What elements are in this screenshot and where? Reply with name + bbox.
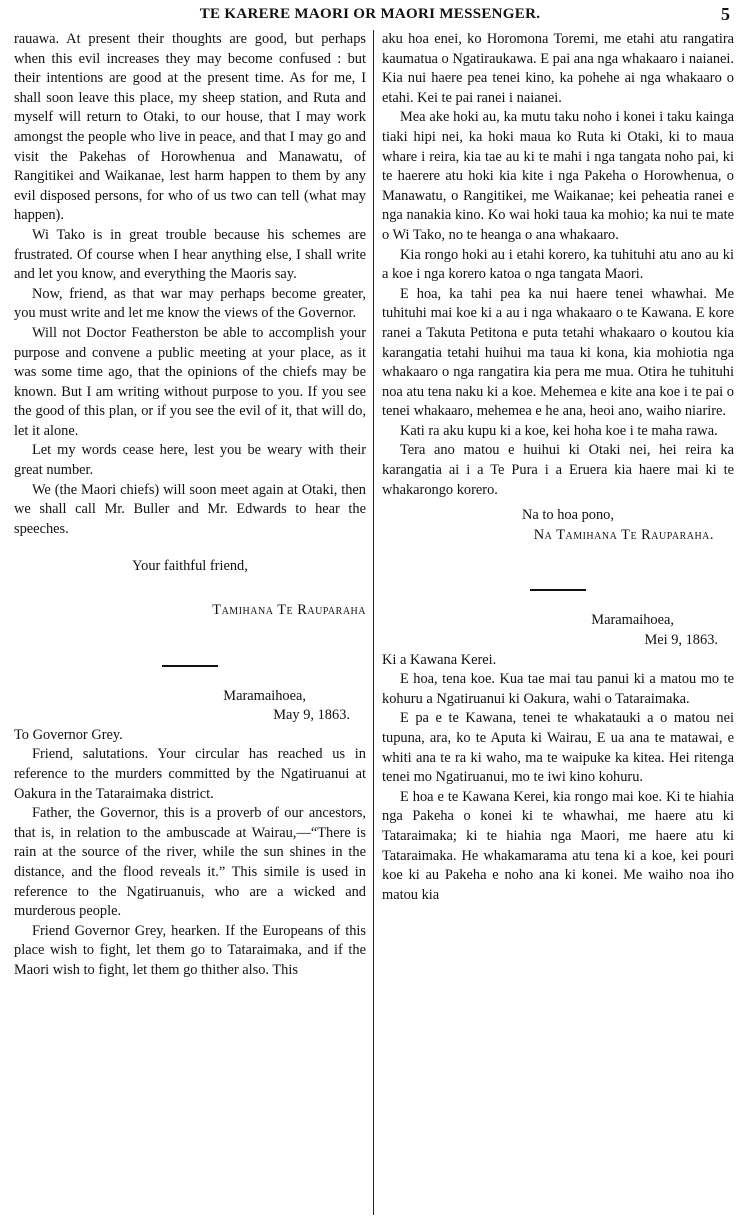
paragraph: Wi Tako is in great trouble because his schemes are frustrated. Of course when I hear anything else, I shall write and let you know, and everything the Maoris say. [14,226,366,283]
page-header [0,4,740,28]
paragraph: Let my words cease here, lest you be weary with their great number. [14,442,366,479]
letter-closing: Your faithful friend, [132,558,248,575]
paragraph: Friend, salutations. Your circular has reached us in reference to the murders committed by the Ngatiruanui at Oakura in the Tataraimaka district. [14,746,366,802]
paragraph: Father, the Governor, this is a proverb of our ancestors, that is, in relation to the ambuscade at Wairau,—“There is rain at the source of the river, while the sun shines in the distance, and the flood reveals it.” This simile is used in reference to the Ngatiruanuis, who are a wicked and murderous people. [14,805,366,920]
paragraph: E hoa e te Kawana Kerei, kia rongo mai koe. Ki te hiahia nga Pakeha o konei ki te whawhai, me haere atu ki Tataraimaka; ki te hiahia nga Maori, me haere atu ki Tataraimaka. He whakamarama atu tena ki a koe, kei pouri koe ki au Pakeha e noho ana ki konei. Me waiho noa iho matou kia [382,788,734,903]
letter-signature: Na Tamihana Te Rauparaha. [533,526,714,543]
paragraph: rauawa. At present their thoughts are good, but perhaps when this evil increases they may become confused : but their intentions are good at the present time. As for me, I shall soon leave this place, my sheep station, and Ruta and myself will return to Otaki, to our house, that I may work amongst the people who live in peace, and that I may go and visit the Pakehas of Horowhenua and Manawatu, of Rangitikei and Waikanae, lest harm happen to them by any evil disposed persons, for who of us two can tell (what may happen). [14,31,366,224]
paragraph: E hoa, ka tahi pea ka nui haere tenei whawhai. Me tuhituhi mai koe ki a au i nga whakaaro o te Kawana. E kore ranei a Takuta Petitona e puta tetahi whakaaro o koutou kia karangatia tetahi huihui ma taua ki kona, kia mohiotia nga whakaaro o nga rangatira kia pera me mua. Otira he tuhituhi noa atu tena naku ki a koe. Mehemea e kite ana koe i te pai o tenei whakaaro, mehemea e he ana, heoi ano, waiho niarire. [382,285,734,420]
letter-signature: Tamihana Te Rauparaha [212,602,366,619]
paragraph: Kati ra aku kupu ki a koe, kei hoha koe i te maha rawa. [400,422,718,439]
paragraph: aku hoa enei, ko Horomona Toremi, me etahi atu rangatira kaumatua o Ngatiraukawa. E pai ana nga whakaaro i naianei. Kia nui haere pea tenei kino, ka pohehe ai nga whakaaro o etahi. Kei te pai ranei i naianei. [382,31,734,106]
letter-place: Maramaihoea, [223,687,306,704]
letter-date: Mei 9, 1863. [644,632,718,649]
letter-place: Maramaihoea, [591,612,674,629]
letter-salutation: To Governor Grey. [14,726,123,743]
section-separator [530,589,586,591]
paragraph: Mea ake hoki au, ka mutu taku noho i konei i taku kainga tiaki hipi nei, ka hoki maua ko Ruta ki Otaki, ki to maua whare i reira, kia tae au ki te mahi i nga tangata noho pai, ki te haerere atu hoki kia kite i nga Pakeha o Horowhenua, o Manawatu, o Rangitikei, me Waikanae; kei peheatia ranei e nga nanakia kino. Ko wai hoki taua ka mohio; ka nui te mate o Wi Tako, no te heanga o ana whakaaro. [382,109,734,243]
letter-salutation: Ki a Kawana Kerei. [382,651,497,668]
letter-date: May 9, 1863. [273,707,350,724]
paragraph: Kia rongo hoki au i etahi korero, ka tuhituhi atu ano au ki a koe i nga korero katoa o nga tangata Maori. [382,246,734,283]
paragraph: Will not Doctor Featherston be able to accomplish your purpose and convene a public meeting at your place, as it was some time ago, that the opinions of the chiefs may be known. But I am writing without purpose to you. If you see the good of this plan, or if you see the evil of it, that will do, let it alone. [14,324,366,439]
paragraph: Now, friend, as that war may perhaps become greater, you must write and let me know the views of the Governor. [14,285,366,322]
maori-column [382,30,734,1215]
newspaper-title: TE KARERE MAORI OR MAORI MESSENGER. [199,6,541,22]
page-number: 5 [721,4,730,24]
letter-closing: Na to hoa pono, [522,507,614,524]
paragraph: E pa e te Kawana, tenei te whakatauki a o matou nei tupuna, ara, ko te Aputa ki Wairau, E ua ana te matawai, e whiti ana te ra ki waho, ma te waipuke ka kitea. Hei ritenga tenei mo Ngatiruanui, mo te iwi kino kohuru. [382,710,734,786]
paragraph: E hoa, tena koe. Kua tae mai tau panui ki a matou mo te kohuru a Ngatiruanui ki Oakura, wahi o Tataraimaka. [382,671,734,707]
paragraph: Friend Governor Grey, hearken. If the Europeans of this place wish to fight, let them go to Tataraimaka, and if the Maori wish to fight, let them go thither also. This [14,922,366,978]
column-divider [373,30,374,1215]
section-separator [162,665,218,667]
paragraph: We (the Maori chiefs) will soon meet again at Otaki, then we shall call Mr. Buller and Mr. Edwards to hear the speeches. [14,481,366,537]
paragraph: Tera ano matou e huihui ki Otaki nei, hei reira ka karangatia ai i a Te Pura i a Eruera kia haere mai ki te whakarongo korero. [382,442,734,498]
english-column [14,30,366,1215]
